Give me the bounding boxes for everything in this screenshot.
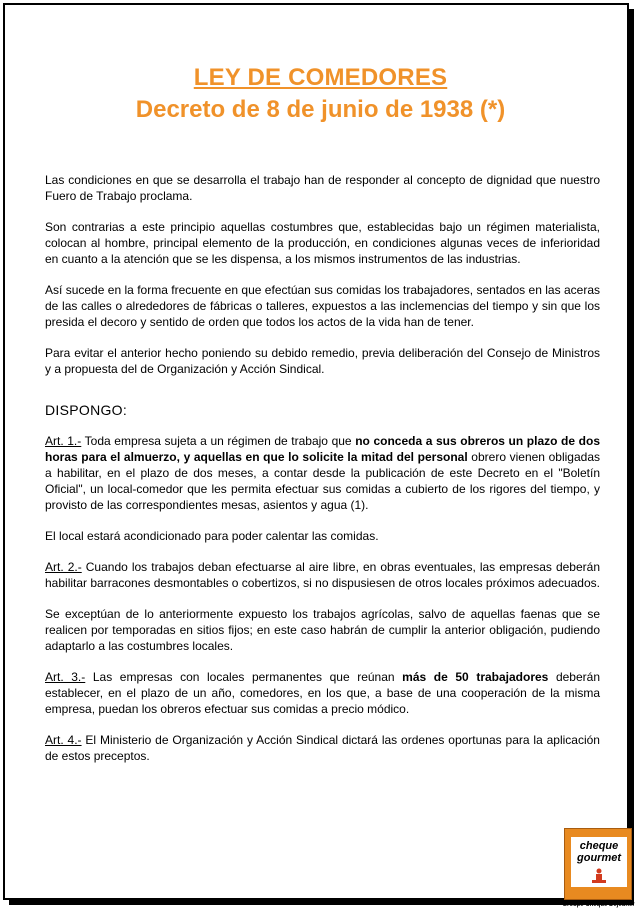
article-4 <box>45 732 600 764</box>
logo-caption: Groupe Chèque Déjeuner <box>562 902 635 908</box>
logo-line-2: gourmet <box>577 852 621 864</box>
article-3-label: Art. 3.- <box>45 670 86 684</box>
article-4-label: Art. 4.- <box>45 733 82 747</box>
article-1-extra: El local estará acondicionado para poder calentar las comidas. <box>45 529 379 543</box>
paragraph-3: Así sucede en la forma frecuente en que efectúan sus comidas los trabajadores, sentados en las aceras de las calles o alrededores de fábricas o talleres, expuestos a las inclemencias del tiempo y sin que los presida el decoro y sentido de orden que todos los actos de la vida han de tener. <box>45 283 600 329</box>
article-2-extra: Se exceptúan de lo anteriormente expuesto los trabajos agrícolas, salvo de aquellas faenas que se realicen por temporadas en sitios fijos; en este caso habrán de cumplir la anterior obligación, pudiendo adaptarlo a las costumbres locales. <box>45 607 600 653</box>
article-1-text-a: Toda empresa sujeta a un régimen de trabajo que <box>81 434 356 448</box>
paragraph-1: Las condiciones en que se desarrolla el trabajo han de responder al concepto de dignidad que nuestro Fuero de Trabajo proclama. <box>45 173 600 203</box>
logo-card <box>571 837 627 887</box>
article-3-text-b: deberán establecer, en el plazo de un año, comedores, en los que, a base de una cooperación de la misma empresa, puedan los obreros efectuar sus comidas a precio módico. <box>45 670 600 716</box>
cheque-gourmet-logo <box>564 828 632 900</box>
article-1-bold: no conceda a sus obreros un plazo de dos horas para el almuerzo, y aquellas en que lo solicite la mitad del personal <box>45 434 600 464</box>
paragraph-4: Para evitar el anterior hecho poniendo su debido remedio, previa deliberación del Consejo de Ministros y a propuesta del de Organización y Acción Sindical. <box>45 346 600 376</box>
article-2 <box>45 559 600 591</box>
document-subtitle: Decreto de 8 de junio de 1938 (*) <box>135 96 506 123</box>
document-body <box>45 172 600 779</box>
article-2-label: Art. 2.- <box>45 560 82 574</box>
paragraph-2: Son contrarias a este principio aquellas costumbres que, establecidas bajo un régimen materialista, colocan al hombre, principal elemento de la producción, en condiciones algunas veces de inferioridad en cuanto a la atención que se les dispensa, a los mismos instrumentos de las industrias. <box>45 220 600 266</box>
article-3-text-a: Las empresas con locales permanentes que reúnan <box>85 670 403 684</box>
chef-figure-icon <box>591 868 607 884</box>
frame-shadow-bottom <box>9 900 634 905</box>
article-1-label: Art. 1.- <box>45 434 82 448</box>
article-2-text: Cuando los trabajos deban efectuarse al aire libre, en obras eventuales, las empresas deberán habilitar barracones desmontables o cobertizos, si no dispusiesen de otros locales próximos adecuados. <box>45 560 600 590</box>
article-1-text-b: obrero vienen obligadas a habilitar, en el plazo de dos meses, a contar desde la publicación de este Decreto en el "Boletín Oficial", un local-comedor que les permita efectuar sus comidas a cubierto de los rigores del tiempo, y provisto de las correspondientes mesas, asientos y agua (1). <box>45 450 600 512</box>
frame-shadow-right <box>629 9 634 905</box>
dispongo-heading: DISPONGO: <box>45 402 128 418</box>
article-3 <box>45 669 600 717</box>
article-1 <box>45 433 600 513</box>
article-4-text: El Ministerio de Organización y Acción Sindical dictará las ordenes oportunas para la aplicación de estos preceptos. <box>45 733 600 763</box>
document-title: LEY DE COMEDORES <box>193 64 448 91</box>
logo-line-1: cheque <box>579 840 619 852</box>
article-3-bold: más de 50 trabajadores <box>402 670 549 684</box>
